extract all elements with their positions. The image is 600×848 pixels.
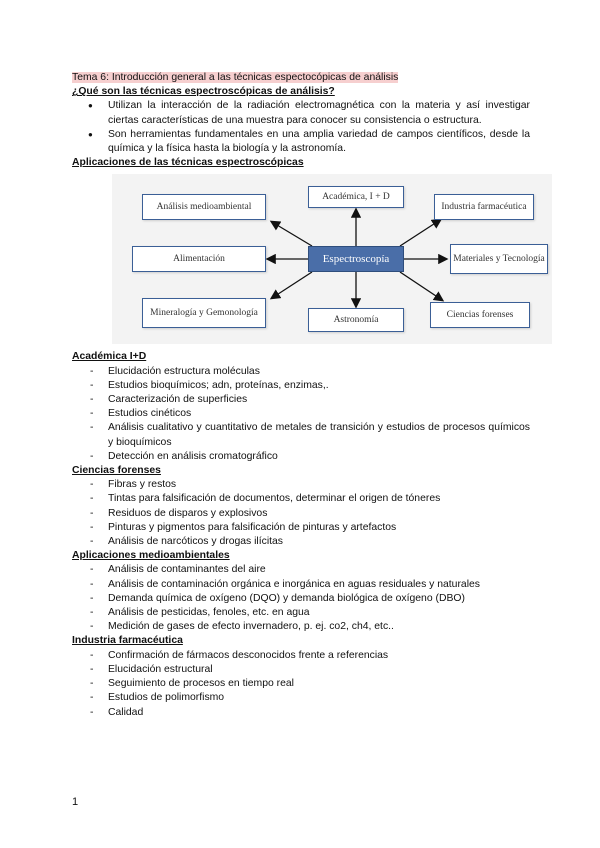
list-item: - Elucidación estructural <box>72 663 530 677</box>
node-alimentacion: Alimentación <box>132 246 266 272</box>
document-page <box>72 71 545 720</box>
list-item: - Estudios bioquímicos; adn, proteínas, enzimas,. <box>72 379 530 393</box>
node-astronomia: Astronomía <box>308 308 404 332</box>
node-materiales: Materiales y Tecnología <box>450 244 548 274</box>
applications-heading: Aplicaciones de las técnicas espectroscópicas <box>72 157 304 169</box>
page-number: 1 <box>72 796 79 808</box>
list-item: - Calidad <box>72 706 530 720</box>
list-item: - Análisis de pesticidas, fenoles, etc. en agua <box>72 606 530 620</box>
node-academica: Académica, I + D <box>308 186 404 208</box>
section-forenses <box>72 464 530 549</box>
section-heading: Aplicaciones medioambientales <box>72 550 230 562</box>
list-item: - Elucidación estructura moléculas <box>72 365 530 379</box>
list-item: - Estudios cinéticos <box>72 407 530 421</box>
question-bullet-list <box>72 99 530 156</box>
section-academica <box>72 350 530 464</box>
section-heading: Ciencias forenses <box>72 465 161 477</box>
section-list <box>72 563 530 634</box>
node-mineralogia: Mineralogía y Gemonología <box>142 298 266 328</box>
list-item: - Detección en análisis cromatográfico <box>72 450 530 464</box>
question-heading: ¿Qué son las técnicas espectroscópicas de análisis? <box>72 86 335 98</box>
list-item: - Demanda química de oxígeno (DQO) y demanda biológica de oxígeno (DBO) <box>72 592 530 606</box>
section-heading: Industria farmacéutica <box>72 635 183 647</box>
list-item: - Confirmación de fármacos desconocidos frente a referencias <box>72 649 530 663</box>
list-item: - Análisis de narcóticos y drogas ilícitas <box>72 535 530 549</box>
list-item: - Análisis de contaminación orgánica e inorgánica en aguas residuales y naturales <box>72 578 530 592</box>
list-item: - Pinturas y pigmentos para falsificación de pinturas y artefactos <box>72 521 530 535</box>
list-item: - Análisis cualitativo y cuantitativo de metales de transición y estudios de procesos químicos y bioquímicos <box>72 421 530 449</box>
node-farmaceutica: Industria farmacéutica <box>434 194 534 220</box>
section-list <box>72 365 530 464</box>
node-medioambiental: Análisis medioambiental <box>142 194 266 220</box>
section-medioambientales <box>72 549 530 634</box>
list-item: - Residuos de disparos y explosivos <box>72 507 530 521</box>
section-heading: Académica I+D <box>72 351 147 363</box>
list-item: - Análisis de contaminantes del aire <box>72 563 530 577</box>
list-item: - Medición de gases de efecto invernadero, p. ej. co2, ch4, etc.. <box>72 620 530 634</box>
list-item: - Seguimiento de procesos en tiempo real <box>72 677 530 691</box>
section-farmaceutica <box>72 634 530 719</box>
document-title: Tema 6: Introducción general a las técnicas espectocópicas de análisis <box>72 72 399 83</box>
section-list <box>72 478 530 549</box>
list-item: ● Utilizan la interacción de la radiación electromagnética con la materia y así investigar ciertas características de una muestra para conocer su consistencia o estructura. <box>72 99 530 127</box>
list-item: - Tintas para falsificación de documentos, determinar el origen de tóneres <box>72 492 530 506</box>
list-item: - Caracterización de superficies <box>72 393 530 407</box>
spectroscopy-diagram <box>112 174 552 344</box>
node-forenses: Ciencias forenses <box>430 302 530 328</box>
list-item: ● Son herramientas fundamentales en una amplia variedad de campos científicos, desde la química y la física hasta la biología y la astronomía. <box>72 128 530 156</box>
node-espectroscopia: Espectroscopía <box>308 246 404 272</box>
section-list <box>72 649 530 720</box>
list-item: - Estudios de polimorfismo <box>72 691 530 705</box>
list-item: - Fibras y restos <box>72 478 530 492</box>
